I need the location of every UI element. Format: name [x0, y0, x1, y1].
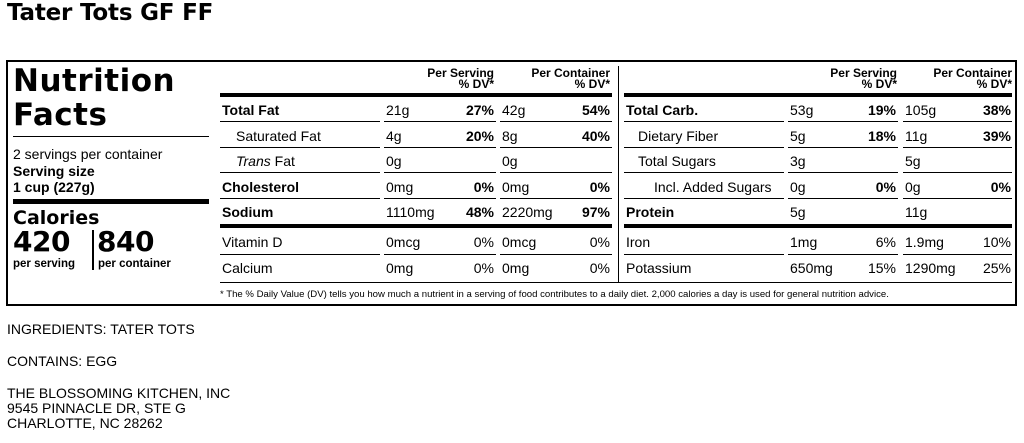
per-serving-label: per serving: [13, 258, 75, 270]
product-title: Tater Tots GF FF: [7, 0, 214, 26]
amount-per-serving: 0mg: [386, 179, 414, 195]
dv-per-serving: 6%: [875, 234, 896, 250]
dv-per-container: 0%: [990, 179, 1011, 195]
amount-per-serving: 0g: [386, 153, 402, 169]
dv-per-serving: 0%: [473, 179, 494, 195]
amount-per-container: 11g: [905, 128, 928, 144]
nutrient-name: Iron: [626, 234, 651, 250]
dv-per-serving: 0%: [473, 260, 494, 276]
amount-per-serving: 4g: [386, 128, 402, 144]
nutrient-name: Potassium: [626, 260, 692, 276]
nutrient-name: Protein: [626, 204, 675, 220]
heading-line-1: Nutrition: [13, 63, 176, 99]
dv-per-container: 38%: [982, 102, 1011, 118]
nutrient-name: Saturated Fat: [236, 128, 321, 144]
address-line-3: CHARLOTTE, NC 28262: [7, 415, 163, 431]
contains-text: CONTAINS: EGG: [7, 353, 118, 369]
col-header-left-per-serving: Per Serving % DV*: [427, 66, 494, 91]
nutrition-facts-heading: [13, 64, 213, 132]
nutrient-name: Cholesterol: [222, 179, 300, 195]
dv-per-serving: 27%: [465, 102, 494, 118]
calories-divider: [92, 230, 94, 270]
amount-per-container: 1290mg: [905, 260, 956, 276]
amount-per-container: 0g: [502, 153, 518, 169]
dv-per-serving: 48%: [465, 204, 494, 220]
serving-size-label: Serving size: [13, 163, 95, 179]
amount-per-container: 1.9mg: [905, 234, 944, 250]
col-header-left-per-container: Per Container % DV*: [531, 66, 610, 91]
dv-per-container: 0%: [589, 260, 610, 276]
calories-label: Calories: [13, 207, 100, 229]
amount-per-container: 0mg: [502, 260, 530, 276]
ingredients-text: INGREDIENTS: TATER TOTS: [7, 321, 195, 337]
dv-per-container: 40%: [581, 128, 610, 144]
col-header-right-per-serving: Per Serving % DV*: [830, 66, 897, 91]
nutrient-name: Sodium: [222, 204, 274, 220]
nutrient-name: Total Fat: [222, 102, 280, 118]
amount-per-container: 105g: [905, 102, 937, 118]
amount-per-serving: 0mcg: [386, 234, 421, 250]
dv-per-serving: 15%: [867, 260, 896, 276]
thick-rule-left-vitamins: [220, 224, 612, 228]
nutrient-name: Dietary Fiber: [638, 128, 719, 144]
serving-size-value: 1 cup (227g): [13, 179, 95, 195]
dv-per-container: 97%: [581, 204, 610, 220]
nutrient-name: Vitamin D: [222, 234, 283, 250]
amount-per-container: 0mcg: [502, 234, 537, 250]
nutrient-name: Calcium: [222, 260, 273, 276]
amount-per-container: 0mg: [502, 179, 530, 195]
dv-per-container: 10%: [982, 234, 1011, 250]
amount-per-serving: 0g: [790, 179, 806, 195]
dv-per-container: 25%: [982, 260, 1011, 276]
amount-per-serving: 650mg: [790, 260, 833, 276]
nutrient-name: Incl. Added Sugars: [654, 179, 772, 195]
amount-per-container: 42g: [502, 102, 526, 118]
thick-rule-left-top: [220, 93, 612, 97]
center-divider: [618, 66, 619, 283]
amount-per-serving: 53g: [790, 102, 814, 118]
thick-rule-right-top: [624, 93, 1012, 97]
dv-per-container: 54%: [581, 102, 610, 118]
dv-per-serving: 20%: [465, 128, 494, 144]
nutrition-facts-panel: [6, 60, 1017, 306]
dv-per-container: 39%: [982, 128, 1011, 144]
address-line-2: 9545 PINNACLE DR, STE G: [7, 400, 186, 416]
calories-per-serving: 420: [13, 225, 70, 258]
amount-per-serving: 3g: [790, 153, 806, 169]
daily-value-footnote: * The % Daily Value (DV) tells you how much a nutrient in a serving of food contributes to a daily diet. 2,000 calories a day is used for general nutrition advice.: [220, 289, 889, 300]
amount-per-serving: 21g: [386, 102, 410, 118]
servings-per-container: 2 servings per container: [13, 146, 163, 162]
amount-per-serving: 1mg: [790, 234, 818, 250]
amount-per-container: 0g: [905, 179, 921, 195]
thick-rule-calories: [13, 199, 209, 204]
address-line-1: THE BLOSSOMING KITCHEN, INC: [7, 385, 231, 401]
nutrient-name: Trans Fat: [236, 153, 295, 169]
rule-under-heading: [13, 136, 209, 137]
amount-per-serving: 0mg: [386, 260, 414, 276]
amount-per-container: 8g: [502, 128, 518, 144]
amount-per-serving: 5g: [790, 128, 806, 144]
calories-per-container: 840: [97, 225, 154, 258]
amount-per-container: 5g: [905, 153, 921, 169]
footnote-rule: [220, 282, 1012, 283]
dv-per-serving: 0%: [473, 234, 494, 250]
amount-per-serving: 5g: [790, 204, 806, 220]
dv-per-serving: 18%: [867, 128, 896, 144]
dv-per-container: 0%: [589, 234, 610, 250]
amount-per-container: 11g: [905, 204, 928, 220]
dv-per-container: 0%: [589, 179, 610, 195]
manufacturer-address: [7, 386, 230, 431]
dv-per-serving: 0%: [875, 179, 896, 195]
amount-per-serving: 1110mg: [386, 204, 435, 220]
thick-rule-right-minerals: [624, 224, 1012, 228]
per-container-label: per container: [98, 258, 171, 270]
col-header-right-per-container: Per Container % DV*: [933, 66, 1012, 91]
amount-per-container: 2220mg: [502, 204, 553, 220]
nutrient-name: Total Carb.: [626, 102, 699, 118]
nutrient-name: Total Sugars: [638, 153, 716, 169]
dv-per-serving: 19%: [867, 102, 896, 118]
heading-line-2: Facts: [13, 97, 108, 133]
